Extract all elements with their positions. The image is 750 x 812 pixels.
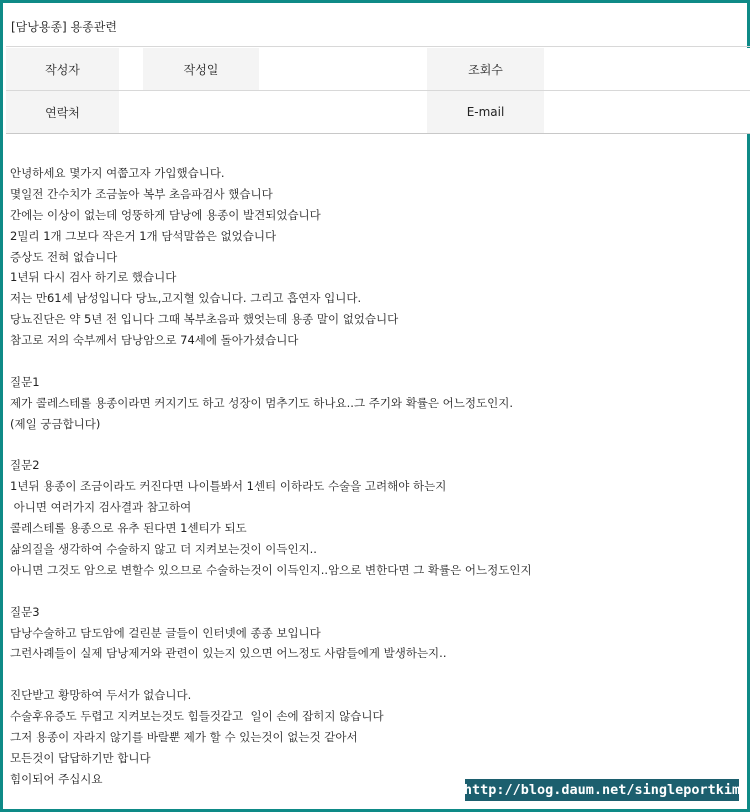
body-line: 질문2 bbox=[10, 458, 40, 473]
body-line: 수술후유증도 두렵고 지켜보는것도 힘들것같고 일이 손에 잡히지 않습니다 bbox=[10, 709, 384, 724]
body-line: 참고로 저의 숙부께서 담낭암으로 74세에 돌아가셨습니다 bbox=[10, 333, 299, 348]
contact-label: 연락처 bbox=[6, 91, 119, 133]
body-line: 진단받고 황망하여 두서가 없습니다. bbox=[10, 688, 192, 703]
body-line: 1년뒤 다시 검사 하기로 했습니다 bbox=[10, 270, 177, 285]
body-line: 콜레스테롤 용종으로 유추 된다면 1센티가 되도 bbox=[10, 521, 247, 536]
body-line: 2밀리 1개 그보다 작은거 1개 담석말씀은 없었습니다 bbox=[10, 228, 277, 243]
views-label: 조회수 bbox=[427, 48, 544, 90]
body-line: 안녕하세요 몇가지 여쭙고자 가입했습니다. bbox=[10, 166, 225, 180]
body-line: 질문1 bbox=[10, 374, 40, 389]
post-body bbox=[10, 163, 745, 790]
body-line bbox=[10, 664, 745, 685]
blog-watermark: http://blog.daum.net/singleportkim bbox=[465, 779, 739, 801]
body-line bbox=[10, 351, 745, 372]
body-line: 제가 콜레스테롤 용종이라면 커지기도 하고 성장이 멈추기도 하나요..그 주기와 확률은 어느정도인지. bbox=[10, 395, 513, 410]
body-line: (제일 궁금합니다) bbox=[10, 416, 101, 431]
body-line: 질문3 bbox=[10, 604, 40, 619]
body-line: 몇일전 간수치가 조금높아 복부 초음파검사 했습니다 bbox=[10, 186, 273, 201]
body-line: 그저 용종이 자라지 않기를 바랄뿐 제가 할 수 있는것이 없는것 같아서 bbox=[10, 730, 358, 745]
body-line: 1년뒤 용종이 조금이라도 커진다면 나이틀봐서 1센티 이하라도 수술을 고려해야 하는지 bbox=[10, 479, 447, 494]
views-value bbox=[544, 48, 750, 90]
info-row-contact bbox=[6, 91, 750, 134]
body-line bbox=[10, 435, 745, 456]
body-line bbox=[10, 581, 745, 602]
info-row-author bbox=[6, 48, 750, 91]
author-label: 작성자 bbox=[6, 48, 119, 90]
post-title-row bbox=[6, 6, 750, 47]
email-label: E-mail bbox=[427, 91, 544, 133]
author-value bbox=[119, 48, 143, 90]
body-line: 당뇨진단은 약 5년 전 입니다 그때 복부초음파 했엇는데 용종 말이 없었습니다 bbox=[10, 312, 399, 327]
body-line: 아니면 여러가지 검사결과 참고하여 bbox=[10, 500, 192, 515]
body-line: 증상도 전혀 없습니다 bbox=[10, 249, 118, 264]
email-value bbox=[544, 91, 750, 133]
body-line: 모든것이 답답하기만 합니다 bbox=[10, 750, 151, 765]
post-title: [담낭용종] 용종관련 bbox=[11, 20, 117, 34]
body-line: 아니면 그것도 암으로 변할수 있으므로 수술하는것이 이득인지..암으로 변한다면 그 확률은 어느정도인지 bbox=[10, 562, 532, 577]
body-line: 그런사례들이 실제 담낭제거와 관련이 있는지 있으면 어느정도 사람들에게 발생하는지.. bbox=[10, 646, 447, 661]
contact-value bbox=[119, 91, 427, 133]
body-line: 간에는 이상이 없는데 엉뚱하게 담낭에 용종이 발견되었습니다 bbox=[10, 207, 321, 222]
body-line: 삶의질을 생각하여 수술하지 않고 더 지켜보는것이 이득인지.. bbox=[10, 542, 317, 557]
date-value bbox=[259, 48, 427, 90]
date-label: 작성일 bbox=[143, 48, 259, 90]
body-line: 담낭수술하고 담도암에 걸린분 글들이 인터넷에 종종 보입니다 bbox=[10, 625, 321, 640]
body-line: 힘이되어 주십시요 bbox=[10, 771, 103, 786]
body-line: 저는 만61세 남성입니다 당뇨,고지혈 있습니다. 그리고 흡연자 입니다. bbox=[10, 291, 362, 306]
